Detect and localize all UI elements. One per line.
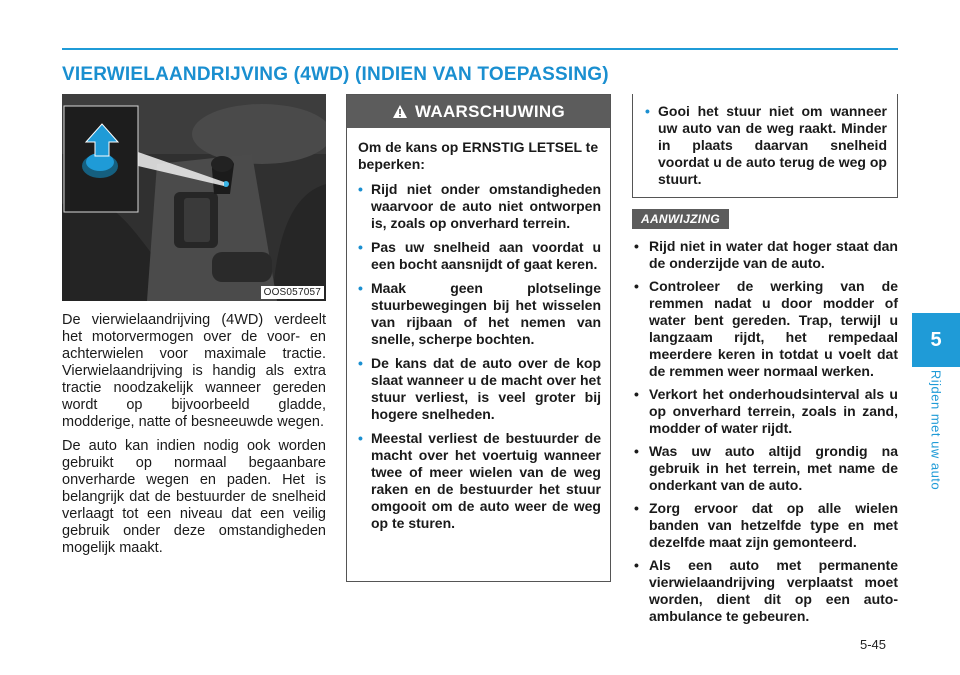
- console-photo: [62, 94, 326, 301]
- warning-header: [347, 95, 610, 128]
- header-rule: [62, 48, 898, 50]
- note-item: • Als een auto met permanente vierwielaandrijving verplaatst moet worden, dient dit op een auto-ambulance te gebeuren.: [632, 557, 898, 625]
- note-list-container: [632, 238, 898, 631]
- warning-triangle-icon: [392, 104, 408, 119]
- warning-item: • Meestal verliest de bestuurder de macht over het voertuig wanneer twee of meer wielen van de weg raken en de bestuurder het stuur omgooit om de auto weer de weg op te sturen.: [358, 430, 601, 532]
- intro-paragraph-1: De vierwielaandrijving (4WD) verdeelt het motorvermogen over de voor- en achterwielen voor maximale tractie. Vierwielaandrijving is handig als extra tractie noodzakelijk wanneer gereden wordt op bijvoorbeeld gladde, modderige, natte of besneeuwde wegen.: [62, 312, 326, 430]
- warning-body: [347, 128, 610, 532]
- warning-continued-item: • Gooi het stuur niet om wanneer uw auto van de weg raakt. Minder in plaats daarvan snelheid voordat u de auto terug de weg op stuurt.: [645, 103, 887, 188]
- note-item: • Rijd niet in water dat hoger staat dan de onderzijde van de auto.: [632, 238, 898, 272]
- chapter-tab: 5: [912, 313, 960, 367]
- note-label: AANWIJZING: [632, 209, 729, 229]
- warning-lead: Om de kans op ERNSTIG LETSEL te beperken:: [358, 139, 599, 172]
- note-list: [632, 238, 898, 625]
- note-item: • Controleer de werking van de remmen nadat u door modder of water bent gereden. Trap, terwijl u langzaam rijdt, het rempedaal meerdere keren in totdat u voelt dat de remmen weer normaal werken.: [632, 278, 898, 380]
- warning-item: • Maak geen plotselinge stuurbewegingen bij het wisselen van rijbaan of het nemen van snelle, scherpe bochten.: [358, 280, 601, 348]
- warning-label: WAARSCHUWING: [415, 101, 565, 121]
- warning-box: [346, 94, 611, 582]
- intro-paragraph-2: De auto kan indien nodig ook worden gebruikt op normaal begaanbare onverharde wegen en paden. Het is belangrijk dat de bestuurder de snelheid verlaagt tot een niveau dat een veilig gebruik onder deze omstandigheden mogelijk maakt.: [62, 438, 326, 556]
- warning-item: • De kans dat de auto over de kop slaat wanneer u de macht over het stuur verliest, is veel groter bij hogere snelheden.: [358, 355, 601, 423]
- note-item: • Was uw auto altijd grondig na gebruik in het terrein, met name de onderkant van de auto.: [632, 443, 898, 494]
- warning-item: • Pas uw snelheid aan voordat u een bocht aansnijdt of gaat keren.: [358, 239, 601, 273]
- console-illustration: [62, 94, 326, 301]
- note-item: • Zorg ervoor dat op alle wielen banden van hetzelfde type en met dezelfde maat zijn gemonteerd.: [632, 500, 898, 551]
- warning-list: [358, 181, 601, 532]
- page-number: 5-45: [860, 637, 887, 652]
- intro-text: [62, 312, 326, 564]
- warning-item: • Rijd niet onder omstandigheden waarvoor de auto niet ontworpen is, zoals op onverhard terrein.: [358, 181, 601, 232]
- note-item: • Verkort het onderhoudsinterval als u op onverhard terrein, zoals in zand, modder of water rijdt.: [632, 386, 898, 437]
- warning-continued-box: [632, 94, 898, 198]
- figure-code: OOS057057: [261, 286, 324, 299]
- chapter-name: Rijden met uw auto: [928, 369, 944, 491]
- page-title: VIERWIELAANDRIJVING (4WD) (INDIEN VAN TOEPASSING): [62, 64, 609, 85]
